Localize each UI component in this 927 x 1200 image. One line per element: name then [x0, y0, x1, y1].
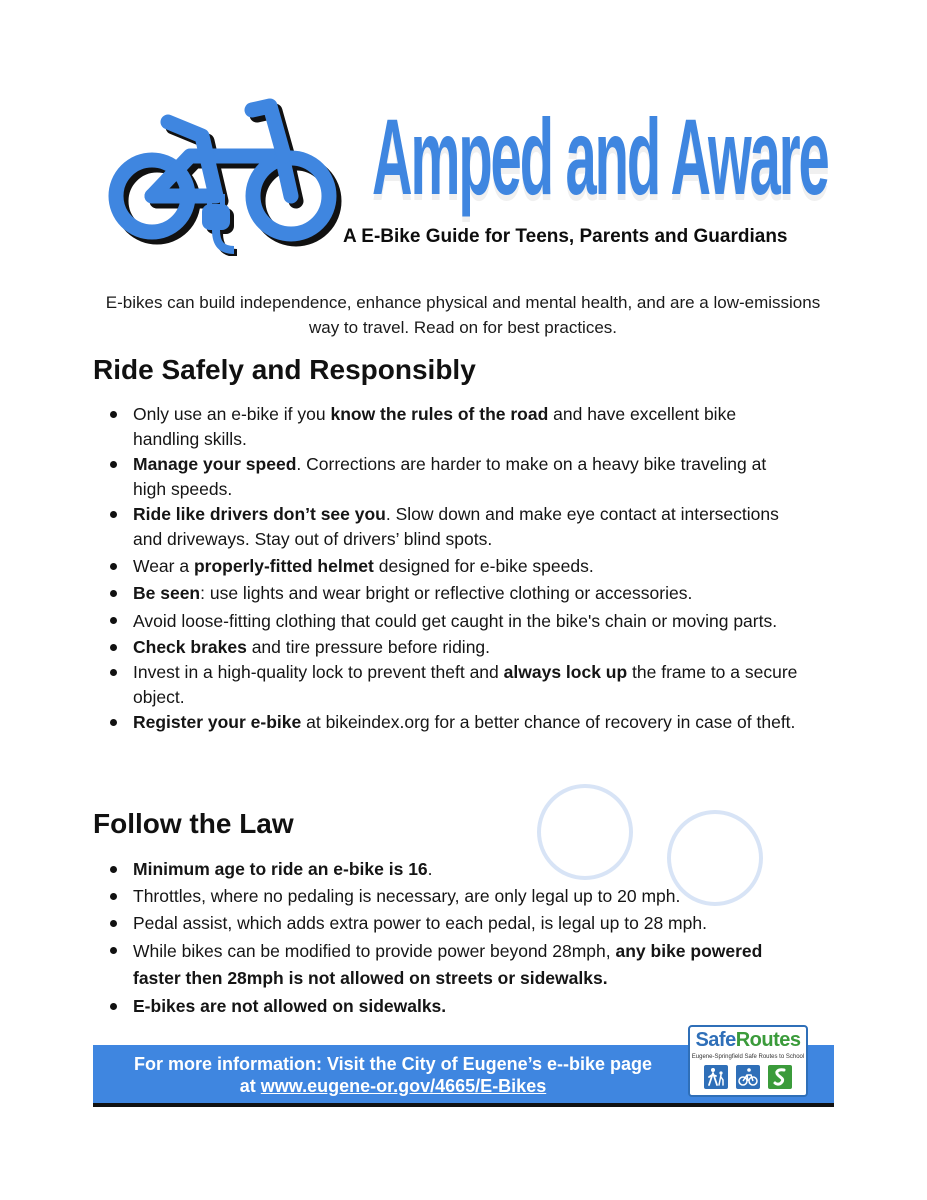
- ride-safety-list: [93, 402, 798, 735]
- list-item: Ride like drivers don’t see you. Slow down and make eye contact at intersections and driveways. Stay out of drivers’ blind spots.: [93, 502, 798, 552]
- list-item: Minimum age to ride an e-bike is 16.: [93, 857, 798, 882]
- safe-routes-s-icon: [768, 1065, 792, 1089]
- list-item: Be seen: use lights and wear bright or reflective clothing or accessories.: [93, 581, 798, 606]
- law-section-heading: Follow the Law: [93, 808, 294, 839]
- bicycle-icon: [736, 1065, 760, 1089]
- list-item: Invest in a high-quality lock to prevent theft and always lock up the frame to a secure object.: [93, 660, 798, 710]
- list-item: Check brakes and tire pressure before riding.: [93, 635, 798, 660]
- law-list: [93, 855, 798, 1019]
- list-item: Wear a properly-fitted helmet designed for e-bike speeds.: [93, 554, 798, 579]
- list-item: Throttles, where no pedaling is necessary, are only legal up to 20 mph.: [93, 884, 798, 909]
- bike-plug-logo-icon: [104, 96, 350, 256]
- list-item: While bikes can be modified to provide power beyond 28mph, any bike powered faster then 28mph is not allowed on streets or sidewalks.: [93, 938, 798, 992]
- list-item: Only use an e-bike if you know the rules of the road and have excellent bike handling skills.: [93, 402, 798, 452]
- eugene-ebike-link[interactable]: www.eugene-or.gov/4665/E-Bikes: [260, 1076, 547, 1096]
- safe-routes-logo-text: SafeRoutes: [695, 1029, 801, 1051]
- safe-routes-tagline: Eugene-Springfield Safe Routes to School: [691, 1054, 805, 1060]
- list-item: Pedal assist, which adds extra power to each pedal, is legal up to 28 mph.: [93, 911, 798, 936]
- safe-routes-badge: [688, 1025, 808, 1097]
- footer-line-1: For more information: Visit the City of Eugene’s e--bike page: [133, 1054, 653, 1074]
- list-item: Avoid loose-fitting clothing that could get caught in the bike's chain or moving parts.: [93, 608, 798, 635]
- list-item: E-bikes are not allowed on sidewalks.: [93, 994, 798, 1019]
- intro-paragraph: E-bikes can build independence, enhance physical and mental health, and are a low-emissions way to travel. Read on for best practices.: [105, 293, 821, 337]
- page-subtitle: A E-Bike Guide for Teens, Parents and Guardians: [343, 226, 788, 247]
- list-item: Register your e-bike at bikeindex.org for a better chance of recovery in case of theft.: [93, 710, 798, 735]
- list-item: Manage your speed. Corrections are harder to make on a heavy bike traveling at high speeds.: [93, 452, 798, 502]
- page-title: Amped and Aware: [372, 96, 828, 217]
- walking-icon: [704, 1065, 728, 1089]
- ride-section-heading: Ride Safely and Responsibly: [93, 354, 476, 385]
- footer-info: [93, 1053, 693, 1097]
- footer-line-2: at www.eugene-or.gov/4665/E-Bikes: [239, 1076, 547, 1096]
